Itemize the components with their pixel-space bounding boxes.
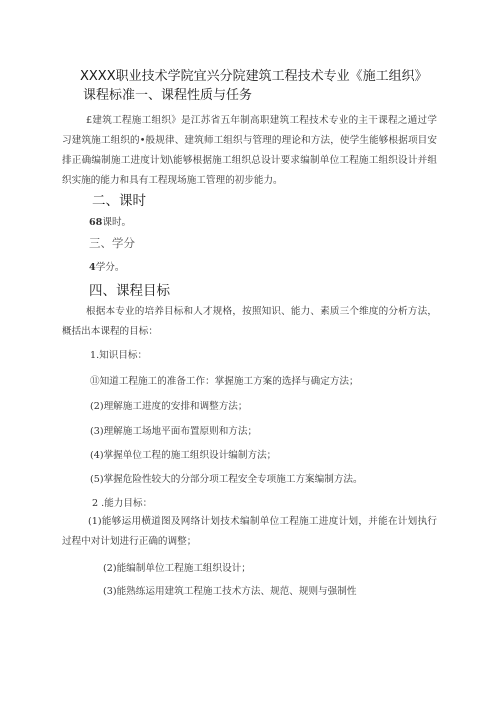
ability-item-3: (3)能熟练运用建筑工程施工技术方法、规范、规则与强制性 (103, 586, 357, 597)
knowledge-item-1: ⑪知道工程施工的准备工作：掌握施工方案的选择与确定方法； (90, 376, 359, 387)
credit-text: 学分。 (95, 262, 125, 273)
intro-text: £建筑工程施工组织》是江苏省五年制高职建筑工程技术专业的主干课程之遁过学习建筑施工组织的•般规律、建筑师工组织与管理的理论和方法，使学生能够根据项目安排正确编制施工进度计划\能够根据施工组织总设计要求编制单位工程施工组织设计并组织实施的能力和具有工程现场施工管理的初步能力。 (62, 115, 437, 186)
intro-paragraph (62, 111, 437, 191)
ability-item-1: (1)能够运用横道图及网络计划技术编制单位工程施工进度计划，并能在计划执行过程中对计划进行正确的调整； (62, 516, 437, 547)
ability-item-2: (2)能编制单位工程施工组织设计； (103, 563, 251, 574)
credit-line (89, 259, 124, 273)
document-title (80, 67, 480, 105)
knowledge-item-5: (5)掌握危险性较大的分部分项工程安全专项施工方案编制方法。 (90, 474, 363, 485)
knowledge-heading: 1.知识目标： (90, 350, 148, 361)
objectives-intro-paragraph (62, 302, 437, 342)
hours-number: 68 (89, 217, 103, 228)
title-line-2: 课程标准一、课程性质与任务 (83, 88, 253, 103)
credit-number: 4 (89, 262, 96, 273)
hours-line (89, 214, 131, 228)
ability-item-1-paragraph (62, 512, 437, 552)
section-credit-heading: 三、学分 (89, 236, 135, 250)
title-line-1: XXXX职业技术学院宜兴分院建筑工程技术专业《施工组织》 (80, 69, 428, 84)
knowledge-item-3: (3)理解施工场地平面布置原则和方法； (90, 426, 258, 437)
knowledge-item-2: (2)理解施工进度的安排和调整方法； (90, 401, 248, 412)
hours-text: 课时。 (102, 217, 132, 228)
ability-heading: 2 .能力目标： (92, 498, 153, 509)
section-hours-heading: 二、课时 (92, 193, 146, 209)
objectives-intro-text: 根据本专业的培养目标和人才规格，按照知识、能力、素质三个维度的分析方法，概括出本课程的目标： (62, 306, 437, 337)
knowledge-item-4: (4)掌握单位工程的施工组织设计编制方法； (90, 450, 277, 461)
section-objectives-heading: 四、课程目标 (89, 283, 170, 299)
